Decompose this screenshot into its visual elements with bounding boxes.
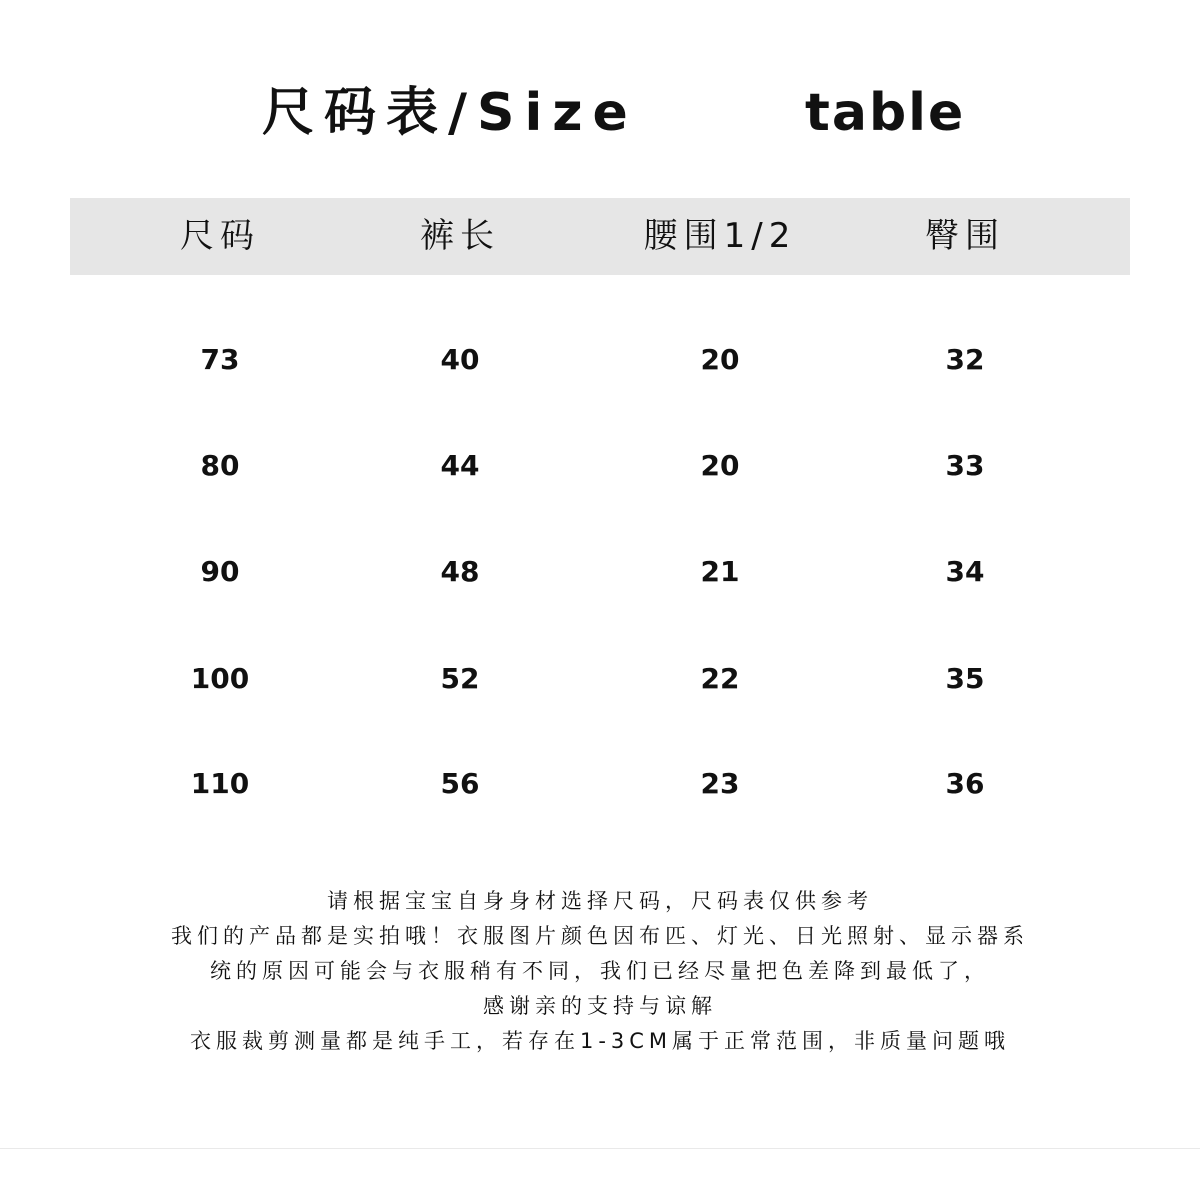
cell-hip: 34 xyxy=(945,555,985,588)
cell-half-waist: 22 xyxy=(700,662,740,695)
cell-pants-length: 56 xyxy=(440,767,480,800)
size-notes xyxy=(60,884,1140,1059)
cell-size: 90 xyxy=(200,555,240,588)
bottom-divider xyxy=(0,1148,1200,1149)
cell-half-waist: 23 xyxy=(700,767,740,800)
table-row xyxy=(0,649,1200,709)
note-line: 统的原因可能会与衣服稍有不同，我们已经尽量把色差降到最低了， xyxy=(210,959,990,983)
header-size: 尺码 xyxy=(180,216,260,256)
note-line: 我们的产品都是实拍哦！衣服图片颜色因布匹、灯光、日光照射、显示器系 xyxy=(171,924,1029,948)
note-line: 感谢亲的支持与谅解 xyxy=(483,994,717,1018)
cell-size: 80 xyxy=(200,449,240,482)
cell-size: 73 xyxy=(200,343,240,376)
table-row xyxy=(0,330,1200,390)
table-header-row xyxy=(70,198,1130,275)
title-table-word: table xyxy=(805,83,966,143)
header-half-waist: 腰围1/2 xyxy=(643,216,797,256)
size-table-title xyxy=(0,78,1200,158)
cell-half-waist: 20 xyxy=(700,449,740,482)
note-line: 衣服裁剪测量都是纯手工，若存在1-3CM属于正常范围，非质量问题哦 xyxy=(189,1029,1011,1053)
title-chinese-size: 尺码表/Size xyxy=(262,83,638,143)
table-row xyxy=(0,542,1200,602)
header-hip: 臀围 xyxy=(925,216,1005,256)
table-row xyxy=(0,436,1200,496)
cell-half-waist: 21 xyxy=(700,555,740,588)
table-row xyxy=(0,754,1200,814)
cell-half-waist: 20 xyxy=(700,343,740,376)
cell-size: 110 xyxy=(190,767,250,800)
cell-hip: 33 xyxy=(945,449,985,482)
note-line: 请根据宝宝自身身材选择尺码，尺码表仅供参考 xyxy=(327,889,873,913)
cell-size: 100 xyxy=(190,662,250,695)
cell-pants-length: 44 xyxy=(440,449,480,482)
header-pants-length: 裤长 xyxy=(420,216,500,256)
cell-hip: 36 xyxy=(945,767,985,800)
cell-hip: 35 xyxy=(945,662,985,695)
cell-pants-length: 52 xyxy=(440,662,480,695)
cell-pants-length: 48 xyxy=(440,555,480,588)
cell-pants-length: 40 xyxy=(440,343,480,376)
cell-hip: 32 xyxy=(945,343,985,376)
